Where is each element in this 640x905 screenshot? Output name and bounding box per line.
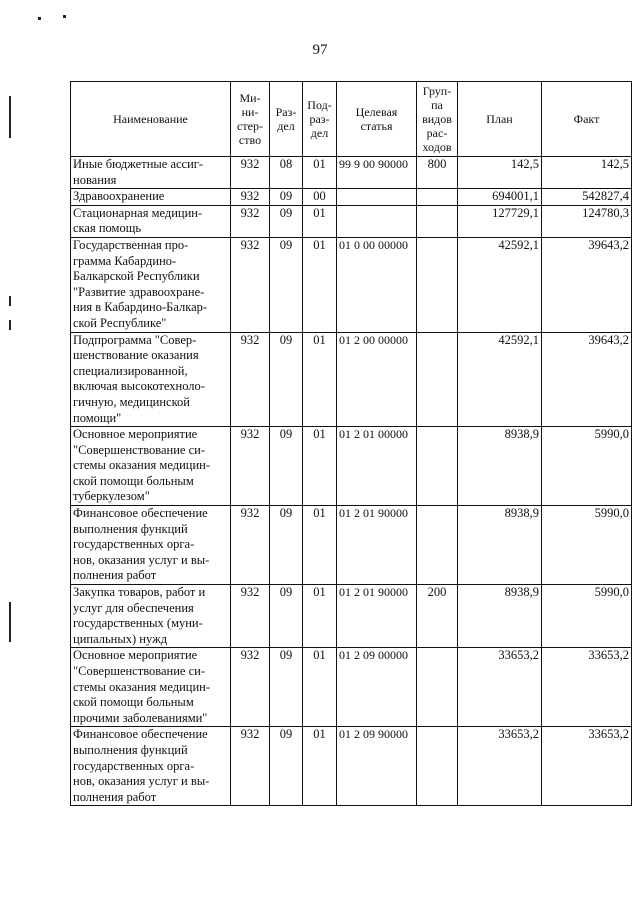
cell-section: 09 (270, 332, 303, 427)
cell-ministry: 932 (231, 506, 270, 585)
table-row (71, 157, 632, 189)
cell-name: Иные бюджетные ассиг- нования (71, 157, 231, 189)
scan-mark (38, 17, 41, 20)
cell-name: Подпрограмма "Совер- шенствование оказания специализированной, включая высокотехноло- гичную, медицинской помощи" (71, 332, 231, 427)
table-row (71, 237, 632, 332)
header-fact-label: Факт (573, 112, 600, 126)
header-ministry (231, 82, 270, 157)
cell-plan: 8938,9 (458, 585, 542, 648)
cell-section: 09 (270, 205, 303, 237)
cell-target: 01 2 09 90000 (337, 727, 417, 806)
cell-plan: 33653,2 (458, 727, 542, 806)
header-target-label: Целевая статья (355, 105, 398, 133)
cell-fact: 39643,2 (542, 332, 632, 427)
cell-name: Здравоохранение (71, 189, 231, 206)
header-subsection (303, 82, 337, 157)
header-subsection-label: Под- раз- дел (307, 98, 332, 140)
table-row (71, 189, 632, 206)
cell-subsection: 01 (303, 332, 337, 427)
header-plan (458, 82, 542, 157)
cell-fact: 542827,4 (542, 189, 632, 206)
cell-section: 08 (270, 157, 303, 189)
cell-subsection: 00 (303, 189, 337, 206)
cell-target: 01 0 00 00000 (337, 237, 417, 332)
header-name (71, 82, 231, 157)
cell-subsection: 01 (303, 205, 337, 237)
cell-group (417, 189, 458, 206)
header-name-label: Наименование (113, 112, 188, 126)
cell-target: 01 2 01 00000 (337, 427, 417, 506)
cell-plan: 8938,9 (458, 506, 542, 585)
cell-name: Закупка товаров, работ и услуг для обеспечения государственных (муни- ципальных) нужд (71, 585, 231, 648)
cell-group (417, 237, 458, 332)
table-row (71, 585, 632, 648)
cell-target (337, 189, 417, 206)
cell-subsection: 01 (303, 648, 337, 727)
cell-group: 800 (417, 157, 458, 189)
table-row (71, 205, 632, 237)
cell-subsection: 01 (303, 237, 337, 332)
cell-name: Государственная про- грамма Кабардино- Балкарской Республики "Развитие здравоохране- ния в Кабардино-Балкар- ской Республике" (71, 237, 231, 332)
header-group-label: Груп- па видов рас- ходов (422, 84, 452, 154)
cell-target: 01 2 09 00000 (337, 648, 417, 727)
header-section-label: Раз- дел (275, 105, 297, 133)
scan-mark (9, 296, 11, 306)
cell-ministry: 932 (231, 332, 270, 427)
cell-plan: 8938,9 (458, 427, 542, 506)
cell-target: 99 9 00 90000 (337, 157, 417, 189)
cell-target (337, 205, 417, 237)
cell-fact: 5990,0 (542, 585, 632, 648)
cell-subsection: 01 (303, 427, 337, 506)
header-ministry-label: Ми- ни- стер- ство (237, 91, 263, 147)
cell-fact: 5990,0 (542, 427, 632, 506)
cell-target: 01 2 01 90000 (337, 506, 417, 585)
scan-mark (63, 15, 66, 18)
cell-subsection: 01 (303, 727, 337, 806)
cell-group (417, 205, 458, 237)
cell-fact: 5990,0 (542, 506, 632, 585)
cell-section: 09 (270, 727, 303, 806)
cell-plan: 33653,2 (458, 648, 542, 727)
table-row (71, 727, 632, 806)
cell-target: 01 2 00 00000 (337, 332, 417, 427)
scan-mark (9, 96, 11, 138)
header-section (270, 82, 303, 157)
cell-ministry: 932 (231, 157, 270, 189)
budget-table (70, 81, 632, 806)
cell-fact: 33653,2 (542, 648, 632, 727)
cell-group (417, 727, 458, 806)
cell-name: Финансовое обеспечение выполнения функций государственных орга- нов, оказания услуг и вы- полнения работ (71, 727, 231, 806)
cell-ministry: 932 (231, 189, 270, 206)
cell-subsection: 01 (303, 157, 337, 189)
scan-mark (9, 602, 11, 642)
cell-name: Финансовое обеспечение выполнения функций государственных орга- нов, оказания услуг и вы- полнения работ (71, 506, 231, 585)
cell-fact: 124780,3 (542, 205, 632, 237)
cell-section: 09 (270, 585, 303, 648)
page-number: 97 (312, 42, 328, 58)
scan-mark (9, 320, 11, 330)
cell-target: 01 2 01 90000 (337, 585, 417, 648)
cell-plan: 127729,1 (458, 205, 542, 237)
header-plan-label: План (486, 112, 513, 126)
cell-section: 09 (270, 648, 303, 727)
cell-ministry: 932 (231, 237, 270, 332)
cell-fact: 142,5 (542, 157, 632, 189)
cell-ministry: 932 (231, 727, 270, 806)
table-row (71, 427, 632, 506)
cell-ministry: 932 (231, 648, 270, 727)
cell-plan: 42592,1 (458, 237, 542, 332)
cell-ministry: 932 (231, 427, 270, 506)
cell-group (417, 332, 458, 427)
cell-section: 09 (270, 189, 303, 206)
cell-subsection: 01 (303, 506, 337, 585)
cell-name: Основное мероприятие "Совершенствование си- стемы оказания медицин- ской помощи больным прочими заболеваниями" (71, 648, 231, 727)
cell-plan: 142,5 (458, 157, 542, 189)
table-header-row (71, 82, 632, 157)
cell-name: Стационарная медицин- ская помощь (71, 205, 231, 237)
cell-section: 09 (270, 427, 303, 506)
cell-group (417, 648, 458, 727)
table-row (71, 648, 632, 727)
cell-subsection: 01 (303, 585, 337, 648)
cell-fact: 33653,2 (542, 727, 632, 806)
cell-fact: 39643,2 (542, 237, 632, 332)
cell-section: 09 (270, 506, 303, 585)
cell-group (417, 427, 458, 506)
header-target (337, 82, 417, 157)
table-row (71, 506, 632, 585)
cell-ministry: 932 (231, 585, 270, 648)
cell-ministry: 932 (231, 205, 270, 237)
header-group (417, 82, 458, 157)
cell-plan: 42592,1 (458, 332, 542, 427)
cell-group (417, 506, 458, 585)
cell-plan: 694001,1 (458, 189, 542, 206)
cell-section: 09 (270, 237, 303, 332)
table-row (71, 332, 632, 427)
header-fact (542, 82, 632, 157)
cell-group: 200 (417, 585, 458, 648)
cell-name: Основное мероприятие "Совершенствование си- стемы оказания медицин- ской помощи больным туберкулезом" (71, 427, 231, 506)
